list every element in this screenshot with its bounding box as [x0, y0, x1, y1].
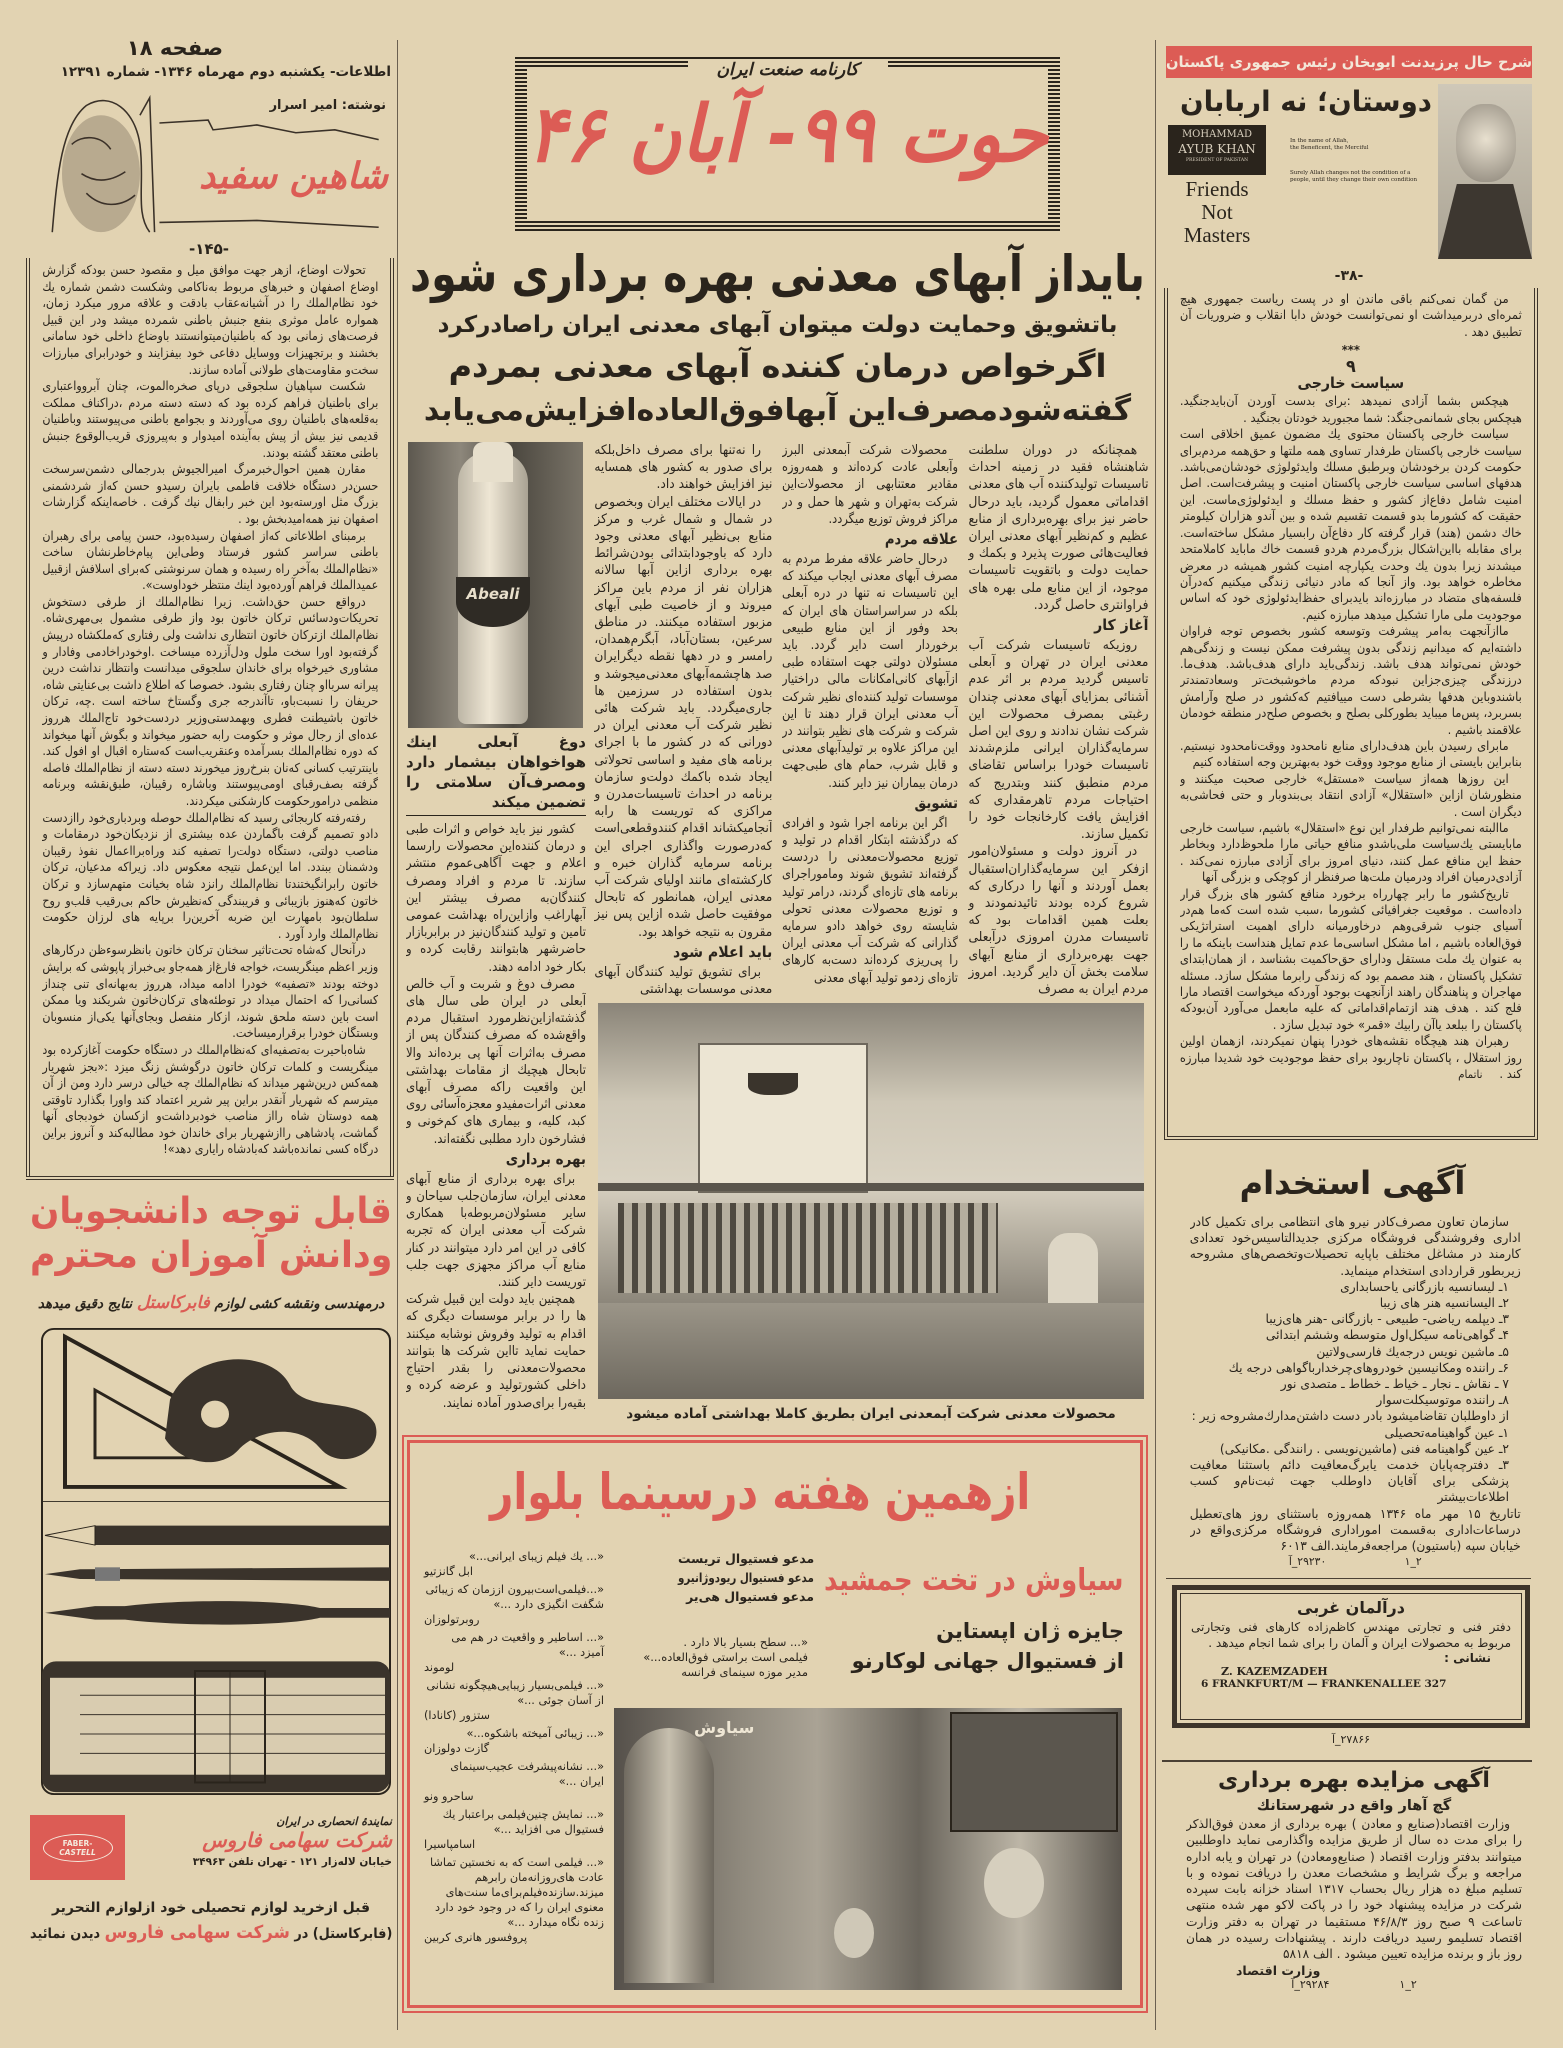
ad-footer: [30, 1896, 392, 1920]
address-line-box: [1191, 1678, 1511, 1690]
paragraph-text: رهبران هند هیچگاه نقشه‌های خودرا پنهان نمیکردند، ازهمان اولین روز استقلال ، پاکستان ناچاربود برای حفظ موجودیت خود شدیدا مبارزه کند .: [1180, 1034, 1522, 1082]
intro-paragraph: من گمان نمی‌کنم باقی ماندن او در پست ریاست جمهوری هیچ ثمره‌ای دربرمیداشت او نمی‌توانست خودش دابا انقلاب و ضروریات آن تطبیق دهد .: [1180, 292, 1522, 339]
bottle-label: Abeali: [466, 585, 520, 603]
quote-text: «...فیلمی‌است‌بیرون اززمان که زیبائی شگفت انگیزی دارد ...»: [425, 1583, 604, 1611]
paragraph: برمبنای اطلاعاتی که‌از اصفهان رسیده‌بود، حسن پیامی برای رهبران باطنی سراسر کشور فرستاد وطی‌این پیام‌خاطرنشان ساخت «نظام‌الملك به‌آخر راه رسیده و همان سرنوشتی که‌برای اسلافش ازقبیل عمیدالملك فراهم آورده‌بود اینك منتظر خوداوست».: [42, 527, 378, 593]
drafting-tools-illustration: [40, 1327, 392, 1797]
feature-kicker-box: [688, 60, 888, 80]
job-ad-body: [1190, 1214, 1521, 1570]
company-name: شرکت سهامی فاروس: [202, 1828, 392, 1852]
ad-run-code: ۲_۱: [1404, 1555, 1422, 1569]
subheadline: گفته‌شودمصرف‌این آبهافوق‌العاده‌افزایش‌می‌یابد: [423, 393, 1132, 428]
festival-item: مدعو فستیوال ریودوژانیرو: [678, 1570, 814, 1585]
quote-line-box: [636, 1635, 808, 1650]
ayub-khan-portrait: [1438, 84, 1532, 259]
job-ad: [1170, 1160, 1535, 1575]
paragraph: اگر این برنامه اجرا شود و افرادی که درگذشته ابتکار اقدام در تولید و توزیع محصولات‌معدنی را دردست گرفته‌اند تشویق شوند وماموراجرای برنامه های تازه‌ای گردند، درامر تولید و توزیع محصولات معدنی تحولی شایسته روی خواهد دادو سرمایه گذارانی که شرکت آب معدنی ایران را پی‌ریزی کرده‌اند دست‌به کارهای تازه‌ای زدمو تولید آبهای معدنی: [782, 815, 958, 986]
subheadline-box: [410, 345, 1145, 387]
main-headline-box: [410, 244, 1145, 304]
faber-castell-logo: [30, 1815, 125, 1880]
serial-column: [26, 258, 394, 1176]
serial-illustration: [38, 86, 390, 238]
position-item: ۳ـ دیپلمه ریاضی- طبیعی - بازرگانی -هنر های‌زیبا: [1265, 1311, 1510, 1327]
page-number-box: [120, 36, 230, 60]
auction-ad: [1172, 1766, 1530, 2011]
address-line: Z. KAZEMZADEH: [1221, 1665, 1328, 1678]
position-item: ۶ـ راننده ومکانیسین خودروهای‌چرخداربا‌گواهی درجه یك: [1229, 1359, 1510, 1375]
to-be-continued: ناتمام: [1458, 1068, 1483, 1082]
paragraph: شکست سپاهیان سلجوقی درپای صخره‌الموت، چنان آبروواعتباری برای باطنیان فراهم کرده بود که دسته دسته مردم ،دراکناف مملکت به‌قلعه‌های باطنیان روی می‌آوردند و بجوامع باطنی می‌پیوستند وباطنیان قدیمی نیز بیش از پیش به‌آینده امیدوار و به‌پیروزی قریب‌الوقوع جنبش باطنی معتقد گشته بودند.: [42, 378, 378, 460]
subheadline-box: [410, 309, 1145, 341]
cinema-ad: [407, 1440, 1143, 2008]
paragraph: همچنانکه در دوران سلطنت شاهنشاه فقید در زمینه احداث تاسیسات تولیدکننده آب های معدنی اقداماتی معمول گردید، باید درحال حاضر نیز برای بهره‌برداری از منابع عظیم و کم‌نظیر آبهای معدنی ایران فعالیت‌هائی صورت پذیرد و بکمك و حمایت دولت و باتقویت تاسیسات موجود، از این منابع ملی بهره های فراوانتری حاصل گردد.: [968, 443, 1148, 613]
ayub-khan-banner: شرح حال پرزیدنت ایوبخان رئیس جمهوری پاکستان: [1165, 53, 1532, 71]
auction-body: وزارت اقتصاد(صنایع و معادن ) بهره برداری از معدن فوق‌الذکر را برای مدت ده سال از طریق مزایده واگذارمی نماید داوطلبین میتوانند بدفتر وزارت اقتصاد ( صنایع‌ومعادن) در تهران و یابه اداره مراجعه و برگ شرایط و مشخصات معدن را دریافت نموده و با تسلیم مبلغ ده هزار ریال بحساب ۱۳۱۷ اسناد خزانه بابت سپرده شرکت در مزایده پیشنهاد خود را در پاکت لاکو مهر شده منتهی تاساعت ۹ صبح روز ۴۶/۸/۳ مستقیما در تهران به دفتر وزارت اقتصاد تسلیمو رسید دریافت دارند . پیشنهادات رسیده در همان روز باز و برنده مزایده تعیین میشود . الف ۵۸۱۸: [1186, 1817, 1522, 1962]
quote-text: «... فیلمی است که به نخستین تماشا عادت های‌روزانه‌مان رابرهم میزند.سازنده‌فیلم‌برای‌ما سنت‌های معنوی ایران را که در وجود خود دارد زنده نگاه میدارد ...»: [429, 1856, 604, 1929]
paragraph: را نه‌تنها برای مصرف داخل‌بلکه برای صدور به کشور های همسایه نیز افزایش خواهند داد.: [594, 443, 772, 493]
pen-icon: [45, 1567, 390, 1581]
section-heading: علاقه مردم: [884, 530, 958, 549]
book-title: Friends Not Masters: [1183, 177, 1251, 247]
company-address-box: [135, 1856, 392, 1868]
section-heading: باید اعلام شود: [672, 942, 772, 961]
quotes-column: [424, 1549, 604, 2001]
company-name-box: [135, 1828, 392, 1852]
award-text-box: [824, 1617, 1124, 1645]
auction-subtitle-box: [1186, 1796, 1522, 1816]
poster-text: سیاوش: [694, 1718, 755, 1737]
paragraph: تاریخ‌کشور ما رابر چهارراه برخورد منافع کشور های بزرگ قرار داده‌است . موقعیت جغرافیائی کشورما ،سبب شده است که‌ما هم‌در آسیای جنوب شرقی‌وهم درخاورمیانه دارای اهمیت استراتژیکی فوق‌العاده باشیم ، اما مشکل اساسی‌ما عدم تمایل هنداست باینکه ما را به عنوان یك ملت مستقل ودارای حق‌حاکمیت بشناسد ، از همان‌ابتدای تشکیل پاکستان ، هند مصمم بود که زندگی رابرما مشکل سازد. مسئله مهاجران و پناهندگان راهند ازآنجهت بوجود آوردکه میخواست اقتصاد مارا فلج کند . هدف هند ازتمام‌اقداماتی که علیه مابعمل می‌آورد آن‌بودکه پاکستان را ببلعد یاآن رابیك «قمر» خود تبدیل سازد .: [1180, 886, 1522, 1032]
document-item: ۲ـ عین گواهینامه فنی (ماشین‌نویسی . رانندگی .مکانیکی): [1220, 1440, 1510, 1456]
company-address: خیابان لاله‌زار ۱۲۱ - تهران تلفن ۳۴۹۶۳: [192, 1856, 392, 1868]
paragraph: سیاست خارجی پاکستان محتوی یك مضمون عمیق اخلاقی است سیاست خارجی پاکستان طرفدار تساوی همه ملتها و حق‌همه مردم‌برای حکومت کردن برخودشان وبرطبق مسلك وایدئولوژی خودشان‌می‌باشد. هدفهای اساسی سیاست خارجی پاکستان امنیت و پیشرفت‌است. اصل امنیت شامل دفاع‌از کشور و حفظ مسلك و ایدئولوژی‌ماست. این حقیقت که کشورما بدو قسمت تقسیم شده و بین آندو هزاران کیلومتر خاك دشمن (هند) قرار گرفته کار دفاع‌آن رابسیار مشکل ساخته‌است. برای مقابله بااین‌اشکال بزرگ‌مردم هردو قسمت خاك مابايد کاملامتحد میشدند زیرا بدون یك وحدت یکپارچه امنیت کشور همیشه در معرض مخاطره خواهد بود. واز آنجا که مادر دنیائی زندگی میکنیم که‌درآن فلسفه‌های متضاد در مبارزه‌اند بایدبرای حفظ‌ایدئولوژی خود که اساس موجودیت ملی مارا تشکیل میدهد مبارزه کنیم.: [1180, 427, 1522, 622]
subheadline-box: [410, 390, 1145, 432]
germany-ad-title: درآلمان غربی: [1297, 1598, 1405, 1617]
serial-title-box: [168, 156, 388, 197]
paragraph: مابرای رسیدن باین هدف‌دارای منابع نامحدود ووقت‌نامحدود نیستیم. بنابراین بایستی از منابع موجود ووقت خود به‌بهترین وجه استفاده کنیم: [1180, 738, 1522, 770]
paragraph: مقارن همین احوال‌خبرمرگ امیرالجیوش بدرجمالی دشمن‌سرسخت حسن‌در دستگاه خلافت فاطمی بایران رسیدو حسن که‌از شردشمنی بزرگ مثل اورسته‌بود این خبر رابفال نیك گرفت . خاصه‌اینکه گزارشات اصفهان نیز همه‌امیدبخش بود .: [42, 461, 378, 526]
quote-line-box: [636, 1650, 808, 1665]
book-cover-label: [1168, 125, 1266, 175]
chapter-title: سیاست خارجی: [1297, 374, 1405, 393]
ad-company-row: [30, 1815, 392, 1880]
cinema-headline: ازهمین هفته درسینما بلوار: [489, 1463, 1030, 1521]
paragraph: همچنین باید دولت این قبیل شرکت ها را در برابر موسسات دیگری که اقدام به تولید وفروش نوشابه میکنند حمایت نماید تااین شرکت ها بتوانند محصولات‌معدنی را بقدر احتیاج داخلی کشورتولید و عرضه کرده و بقیه‌را برای‌صدور آماده نمایند.: [406, 1292, 586, 1411]
paragraph: مصرف دوغ و شربت و آب خالص آبعلی در ایران طی سال های گذشته‌ازاین‌نظرمورد استقبال مردم واقع‌شده که مصرف کنندگان پس از مصرف به‌اثرات آنها پی برده‌اند والا تابحال هیچیك از مقامات بهداشتی این واقعیت راکه مصرف آبهای معدنی اثرات‌مفیدو معجزه‌آسائی روی کبد، کلیه، و بیماری های کم‌خونی و فشارخون دارد مطلبی نگفته‌اند.: [406, 976, 586, 1147]
ad-headline: قابل توجه دانشجویان: [30, 1191, 392, 1232]
serial-title: شاهین سفید: [198, 156, 388, 197]
ad-footer: [30, 1920, 392, 1947]
logo-text: FABER-: [62, 1838, 93, 1848]
quote-source: ساحرو ونو: [424, 1790, 474, 1803]
documents-intro: از داوطلبان تقاضامیشود بادر دست داشتن‌مدارك‌مشروحه زیر :: [1191, 1408, 1510, 1424]
factory-photo: [598, 1003, 1144, 1399]
page-number: صفحه ۱۸: [126, 36, 224, 60]
quote-line: فیلمی است براستی فوق‌العاده...»: [643, 1650, 808, 1664]
series-title: دوستان؛ نه اربابان: [1179, 85, 1432, 118]
critic-quote: [636, 1635, 808, 1680]
book-author: AYUB KHAN: [1178, 142, 1256, 156]
quote-text: «... نشانه‌پیشرفت عجیب‌سینمای ایران ...»: [450, 1760, 604, 1788]
serial-author: نوشته: امیر اسرار: [269, 98, 386, 113]
paragraph: این روزها همه‌از سیاست «مستقل» خارجی صحبت میکنند و منظورشان ازاین «استقلال» آزادی انتقاد بی‌بندوبار و حتی فحاشی‌به دیگران است .: [1180, 771, 1522, 819]
paragraph: برای تشویق تولید کنندگان آبهای معدنی موسسات بهداشتی: [594, 964, 772, 998]
festival-item: مدعو فستیوال تریست: [677, 1551, 814, 1566]
quote-source: روبرتولوزان: [424, 1613, 480, 1626]
quote-source: ابل گانزتیو: [424, 1565, 474, 1578]
serial-episode: -۱۴۵-: [189, 240, 229, 258]
feature-title-box: [515, 56, 1060, 231]
dedication-line: In the name of Allah,: [1290, 138, 1349, 144]
quote-source: لوموند: [424, 1661, 455, 1674]
footer-text: دیدن نمائید: [29, 1926, 100, 1942]
dateline-box: [36, 64, 391, 80]
serial-body-box: [42, 262, 378, 1170]
ad-ref-code: ۲۹۲۳۰_آ: [1289, 1555, 1327, 1569]
paragraph: درواقع حسن حق‌داشت. زیرا نظام‌الملك از طرفی دستخوش تحریکات‌ودسائس ترکان خاتون بود واز طرفی مشمول بی‌مهری‌شاه. نظام‌الملك ازترکان خاتون انتظاری نداشت ولی رفتاری که‌ملکشاه درپیش گرفته‌بود اورا سخت ملول ودل‌آزرده میساخت .اوخودراخادمی وفادار و مشاوری خیرخواه برای خاندان سلجوقی میدانست وانتظار نداشت درین پیرانه سربااو چنان رفتاری بشود. خصوصا که اطلاع داشت بی‌عنایتی شاه، حریفان را نسبت‌باو، تاآندرجه جری وگستاخ ساخته است .چه، ترکان خاتون باشیطنت فطری وبهمدستی‌وزیر دردست‌خود تاج‌الملك هرروز عده‌ای از رجال موثر و حکومت رابه حضور میخواند و بگوش آنها میخواند که دوره نظام‌الملك بسرآمده وعنقریب‌است که‌ستاره اقبال او افول کند. باینترتیب کسانی که‌نان بنرخ‌روز میخورند دسته دسته از نظام‌الملك فاصله گرفته بصف‌رقبای اومی‌پیوستند وباشاره رقیبان، طبق‌نقشه وبرنامه منظمی درامورحکومت کارشکنی میکردند.: [42, 593, 378, 808]
paragraph: هیچکس بشما آزادی نمیدهد :برای بدست آوردن آن‌بایدجنگید. هیچکس بجای شمانمی‌جنگد: شما مجبورید خودتان بجنگید .: [1180, 394, 1522, 425]
paragraph: برای بهره برداری از منابع آبهای معدنی ایران، سازمان‌جلب سیاحان و سایر مسئولان‌مربوطه‌با همکاری شرکت آب معدنی ایران که تجربه کافی در این امر دارد میتوانند در کنار منابع آب مراکز مجهزی جهت جلب توریست دایر کنند.: [406, 1171, 586, 1291]
paragraph: در آنروز دولت و مسئولان‌امور ازفکر این سرمایه‌گذاران‌استقبال بعمل آوردند و آنها را درکاری که شروع کرده بودند تائیدنمودند و بعلت همین اقدامات بود که تاسیسات مدرن امروزی درآبعلی جهت بهره‌برداری از منابع آبهای سلامت بخش آن دایر گردید. امروز مردم ایران به مصرف: [968, 844, 1148, 998]
film-title-box: [824, 1561, 1124, 1601]
paragraph: [1180, 1033, 1522, 1083]
quote-text: «... اساطیر و واقعیت در هم می آمیزد ...»: [451, 1631, 604, 1659]
quote-text: «... زیبائی آمیخته باشکوه...»: [466, 1727, 604, 1740]
book-dedication: [1290, 138, 1430, 184]
tagline-brand: فابرکاستل: [136, 1293, 210, 1313]
column-4-stack: [406, 732, 586, 1412]
article-column-2: [782, 442, 958, 998]
paragraph: درآنحال که‌شاه تحت‌تاثیر سخنان ترکان خاتون بانظرسوءظن درکارهای وزیر اعظم مینگریست، خواجه فارغ‌از همه‌جاو بی‌خبراز پاپوشی که برایش دوخته بودند «تصفیه» خودرا ادامه میداد، هرروز به‌بهانه‌ای تنی چنداز کسانی‌را که احتمال میداد در توطئه‌های ترکان‌خاتون شریکند ویا ممکن است باین دسته ملحق شوند، ازکار منفصل وبجای‌آنها یکی‌از منسوبان وبستگان خودرا برقرارمیساخت.: [42, 942, 378, 1041]
position-item: ۱ـ لیسانسیه بازرگانی یاحسابداری: [1340, 1278, 1510, 1294]
book-quote: Surely Allah changes not the condition of a people, until they change their own condition: [1290, 170, 1417, 183]
quote-source: ستزور (کانادا): [424, 1709, 490, 1722]
ad-tagline: [30, 1292, 392, 1315]
job-ad-intro: سازمان تعاون مصرف‌کادر نیرو های انتظامی برای تکمیل کادر اداری وفروشندگی فروشگاه مرکزی جدیدالتاسیس‌خود تعدادی کارمند در مشاغل مختلف باپایه تحصیلات‌وتخصص‌های مشروحه زیربطور قراردادی استخدام مینماید.: [1190, 1214, 1521, 1278]
ad-headline-box: [30, 1190, 392, 1234]
paragraph: در ایالات مختلف ایران وبخصوص در شمال و شمال غرب و مرکز منابع بی‌نظیر آبهای معدنی وجود دارد که باوجودابتدائی بودن‌شرائط بهره برداری ازاین آبها سالانه هزاران نفر از مردم باین مراکز میروند و از خاصیت طبی آبهای مزبور استفاده میکنند. در مناطق سرعین، بستان‌آباد، آبگرم‌همدان، رامسر و در دهها نقطه دیگرایران صد هاچشمه‌آبهای معدنی‌میجوشد و بدون استفاده در سرزمین ها جاری‌میگردد. باید شرکت هائی نظیر شرکت آب معدنی ایران در دورانی که در کشور ما با اجرای برنامه های مفید و اساسی تحولاتی ایجاد شده باکمك دولت‌و سازمان برنامه در احداث تاسیسات‌مدرن و مراکزی که توریست ها رابه آنجامیکشاند اقدام کنندوقطعی‌است که‌درصورت واگذاری اجرای این برنامه سرمایه گذاران خبره و کارکشته‌ای مانند اولیای شرکت آب معدنی ایران، همانطور که تابحال موفقیت حاصل شده ازاین پس نیز مقرون به نتیجه خواهد بود.: [594, 494, 772, 940]
position-item: ۵ـ ماشین نویس درجه‌یك فارسی‌ولاتین: [1316, 1343, 1510, 1359]
series-episode: -۳۸-: [1334, 268, 1364, 284]
festival-item: مدعو فستیوال هی‌یر: [686, 1589, 814, 1604]
germany-office-ad: [1172, 1585, 1530, 1728]
position-item: ۸ـ راننده موتوسیکلت‌سوار: [1376, 1392, 1510, 1408]
germany-ad-body: دفتر فنی و تجارتی مهندس کاظم‌زاده کارهای فنی وتجارتی مربوط به محصولات ایران و آلمان را برای شما انجام میدهد .: [1191, 1620, 1511, 1650]
article-column-4: [406, 821, 586, 1412]
auction-title: آگهی مزایده بهره برداری: [1218, 1768, 1490, 1793]
rep-label-box: [135, 1815, 392, 1828]
dateline: اطلاعات- یکشنبه دوم مهرماه ۱۳۴۶- شماره ۱۲۳۹۱: [60, 64, 391, 80]
french-curve-icon: [165, 1359, 376, 1462]
quote-text: «... فیلمی‌بسیار زیبایی‌هیچگونه نشانی از آسان جوئی ...»: [426, 1679, 604, 1707]
auction-body-box: [1186, 1816, 1522, 2009]
serial-body: [42, 262, 378, 1158]
quote-source: گازت دولوزان: [424, 1742, 490, 1755]
award-text: از فستیوال جهانی لوکارنو: [851, 1649, 1124, 1673]
pencil-icon: [45, 1526, 390, 1545]
separator-stars: ***: [1341, 343, 1361, 358]
festival-item-box: [678, 1568, 814, 1587]
series-title-box: [1180, 82, 1432, 122]
award-text-box: [824, 1647, 1124, 1675]
document-item: ۱ـ عین گواهینامه‌تحصیلی: [1384, 1424, 1510, 1440]
paragraph: ماازآنجهت به‌امر پیشرفت وتوسعه کشور بخصوص توجه فراوان داشته‌ایم که میدانیم زندگی بدون پیشرفت ممکن نیست و زندگی‌هم خودش نمی‌تواند هدف باشد. زندگی‌باید دارای هدف‌باشد. هدف‌ما. درزندگی چیزی‌جزاین نبودکه مردم ماخوشبخت‌تر وسعادتمندتر باشندوباین هدفها بشرطی دست میيافتیم که‌کشور در صلح وآرامش بسربرد، پس‌ما میباید بطورکلی بصلح و بخصوص صلح‌در منطقه خودمان علاقمند باشیم .: [1180, 624, 1522, 737]
award-text: جایزه ژان اپستاین: [936, 1619, 1124, 1643]
ad-ref-code: ۲۷۸۶۶_آ: [1331, 1733, 1371, 1746]
quote-source-box: [636, 1665, 808, 1680]
auction-title-box: [1186, 1766, 1522, 1796]
tagline-text: درمهندسی ونقشه کشی لوازم: [214, 1296, 385, 1312]
paragraph: محصولات شرکت آبمعدنی البرز وآبعلی عادت کرده‌اند و همه‌روزه مقادیر معتنابهی از محصولات‌این شرکت به‌تهران و شهر ها حمل و در مراکز فروش توزیع میگردد.: [782, 443, 958, 527]
auction-subtitle: گچ آهار واقع در شهرستانك: [1256, 1798, 1452, 1814]
ayub-khan-banner-box: [1166, 46, 1532, 78]
address-line: 6 FRANKFURT/M — FRANKENALLEE 327: [1201, 1678, 1447, 1690]
series-body-box: [1180, 291, 1522, 1129]
article-column-1: [968, 442, 1148, 998]
paragraph: شاه‌باحیرت به‌تصفیه‌ای که‌نظام‌الملك در دستگاه حکومت آغازکرده بود مینگریست و کلمات ترکان خاتون درگوشش زنگ میزد :«بجز شهریار همه‌کس درین‌شهر میداند که نظام‌الملك چه خیالی درسر دارد ومن از آن میترسم که شهریار آنقدر براین پیر شریر اعتماد کند واورا بگذارد تاوقتی همه دوستان شاه رااز مناصب خودبرداشت‌و ازکسان خودبجای آنها گماشت، پادشاهی رااز‌شهریار برای خاندان خود مطالبه‌کند و آنروز براین درگاه کسی نمانده‌باشد که‌بادشاه رایاری دهد»!: [42, 1041, 378, 1157]
festival-item-box: [678, 1549, 814, 1568]
article-column-3: [594, 442, 772, 998]
section-heading: تشویق: [914, 793, 958, 812]
job-ad-closing: تاتاریخ ۱۵ مهر ماه ۱۳۴۶ همه‌روزه باستثنای روز های‌تعطیل درساعات‌اداری به‌قسمت اموراداری فروشگاه مرکزی‌واقع در خیابان سپه (باستیون) مراجعه‌فرمایند.الف ۶۰۱۳: [1190, 1505, 1521, 1554]
footer-company: شرکت سهامی فاروس: [104, 1922, 290, 1943]
rep-label: نمایندهٔ انحصاری در ایران: [276, 1815, 392, 1828]
cinema-headline-box: [490, 1459, 1030, 1525]
footer-line: [30, 1920, 392, 1947]
section-heading: آغاز کار: [1093, 616, 1148, 635]
festival-list: [678, 1549, 814, 1606]
position-item: ۷ ـ نقاش ـ نجار ـ خیاط ـ خطاط ـ متصدی نور: [1281, 1376, 1510, 1392]
tagline: [38, 1292, 384, 1315]
main-headline: بایداز آبهای معدنی بهره برداری شود: [410, 245, 1145, 303]
position-item: ۴ـ گواهی‌نامه سیکل‌اول متوسطه وششم ابتدائی: [1266, 1327, 1510, 1343]
feature-title-text-box: [527, 80, 1048, 190]
festival-item-box: [678, 1587, 814, 1606]
ad-headline-box: [30, 1234, 392, 1278]
quote-line: «... سطح بسیار بالا دارد .: [683, 1635, 808, 1649]
subheadline: اگرخواص درمان کننده آبهای معدنی بمردم: [448, 347, 1107, 385]
feature-kicker: کارنامه صنعت ایران: [716, 60, 859, 80]
job-ad-title: آگهی استخدام: [1239, 1164, 1466, 1202]
bottle-caption: دوغ آبعلی اینك هواخواهان بیشمار دارد ومصرف‌آن سلامتی را تضمین میکند: [406, 732, 586, 816]
ad-headline: ودانش آموزان محترم: [29, 1235, 392, 1276]
quote-text: «... یك فیلم زیبای ایرانی...»: [469, 1550, 604, 1563]
footer-text: قبل ازخرید لوازم تحصیلی خود ازلوازم التحریر: [51, 1900, 371, 1916]
book-author: MOHAMMAD: [1181, 129, 1253, 140]
address-label: نشانی :: [1444, 1651, 1491, 1665]
auction-signature: وزارت اقتصاد: [1236, 1962, 1321, 1978]
film-title: سیاوش در تخت جمشید: [824, 1563, 1124, 1598]
ad-run-code: ۲_۱: [1399, 1977, 1417, 1991]
series-column: [1164, 288, 1538, 1140]
chapter-number: ۹: [1346, 356, 1356, 377]
film-stills-collage: [614, 1708, 1122, 1990]
book-author-title: PRESIDENT OF PAKISTAN: [1185, 158, 1249, 163]
slide-rule-icon: [42, 1661, 390, 1792]
paragraph: رفته‌رفته کاربجائی رسید که نظام‌الملك حوصله وبردباری‌خود رااز‌دست دادو تصمیم گرفت باگماردن عده بیشتری از نزدیکان‌خود درمقامات و مناصب دولتی، دستگاه دولت‌را تصفیه کند وراه‌برا‌اعمال نفوذ رقیبان ودشمنان ببندد. اما این‌عمل نتیجه معکوس داد. زیراکه مدعیان، ترکان خاتون رابرانگیختند‌تا نظام‌الملك رانزد شاه بخیانت متهم‌سازد و ترکان خاتون که‌هنوز بازیبائی و فریبندگی که‌نظیرش حاکم بی‌رقیب قلب‌و روح سلطان‌بود بامهارت این ضربه آخرین‌را برپایه های لرزان حکومت نظام‌الملك وارد آورد .: [42, 809, 378, 941]
job-ad-body-box: [1190, 1214, 1521, 1572]
position-item: ۲ـ الیسانسیه هنر های زیبا: [1379, 1295, 1510, 1311]
dedication-line: the Beneficent, the Merciful: [1290, 145, 1369, 151]
quote-source: مدیر موزه سینمای فرانسه: [681, 1665, 808, 1679]
paragraph: ماالبته نمی‌توانیم طرفدار این نوع «استقلال» باشیم، سیاست خارجی مابایستی یك‌سیاست ملی‌باشدو منافع حیاتی مارا ملحوظ‌دارد وبخاطر حفظ این منافع عمل کنند، دنیای امروز برای آزادی مبارزه نمی‌کند . آزادی‌درمیان افراد ودرمیان ملت‌ها صرفنظر از کوچکی و بزرگی آنها: [1180, 821, 1522, 885]
faber-castell-ad: [30, 1190, 392, 2040]
tagline-text: نتایج دقیق میدهد: [37, 1296, 133, 1312]
paragraph: روزیکه تاسیسات شرکت آب معدنی ایران در تهران و آبعلی تاسیس گردید مردم بر اثر عدم آشنائی بمزایای آبهای معدنی چندان رغبتی بمصرف محصولات این شرکت نشان ندادند و روی این اصل سرمایه‌گذاران ایرانی ملزم‌شدند تاسیسات خودرا براساس تقاضای مردم منطبق کنند وبتدریج که احتیاجات مردم تاهرمقداری که افزایش یافت کارخانجات خود را تکمیل سازند.: [968, 638, 1148, 843]
paragraph: تحولات اوضاع، ازهر جهت موافق میل و مقصود حسن بودکه گزارش اوضاع اصفهان و خبرهای مربوط به‌ناکامی وشکست دشمن شماره یك خود نظام‌الملك را در آشیانه‌عقاب بادقت و علاقه مرور میکرد زمان، همواره عامل موثری بنفع جنبش باطنی شمرده میشد ودر این قبیل فرصت‌های زمانی بود که باطنیان‌میتوانستند باوضاع داخلی خود سامانی بخشند و برتجهیزات ووسایل دفاعی خود بیفزایند و خودرابرای مبارزات سخت‌و مقاومت‌های طولانی آماده سازند.: [42, 262, 378, 377]
subheadline: باتشویق وحمایت دولت میتوان آبهای معدنی ایران راصادرکرد: [437, 312, 1118, 338]
paragraph: درحال حاضر علاقه مفرط مردم به مصرف آبهای معدنی ایجاب میکند که این تاسیسات نه تنها در دره آبعلی بلکه در سراسراستان های ایران که بحد وفور از این منابع طبیعی برخوردار است دایر گردد. باید مسئولان دولتی جهت استفاده طبی ازآبهای کانی‌امکانات مالی دراختیار موسسات تولید کننده‌ای نظیر شرکت آب معدنی ایران قرار دهند تا این شرکت و شرکت های نظیر بتوانند در این مراکز علاوه بر تولیدآبهای معدنی و قابل شرب، حمام های طبی‌جهت درمان بیماران نیز دایر کنند.: [782, 552, 958, 791]
quote-text: «... نمایش چنین‌فیلمی براعتبار یك فستیوال می افزاید ...»: [442, 1808, 604, 1836]
document-item: ۳ـ دفترچه‌پایان خدمت یابرگ‌معافیت دائم باستثنا معافیت پزشکی برای آقایان داوطلب جهت ثبت‌نام‌و کسب اطلاعات‌بیشتر: [1190, 1457, 1510, 1505]
ad-ref-code: ۲۹۲۸۴_آ: [1291, 1977, 1330, 1991]
ink-pen-icon: [45, 1601, 390, 1624]
paragraph: کشور نیز باید خواص و اثرات طبی و درمان کننده‌این محصولات رارسما اعلام و جهت آگاهی‌عموم منتشر سازند. تا مردم و افراد ومصرف کنندگان‌به مصرف بیشتر این آبهاراغب وازاین‌راه بهداشت عمومی تامین و تولید کنندگان‌نیز در برابربازار حاضرشهر هابتوانند رقابت کرده و بکار خود ادامه دهند.: [406, 822, 586, 975]
bottle-photo: [408, 442, 583, 728]
photo-caption-box: [598, 1406, 1144, 1422]
quote-source: اسامپاسیرا: [424, 1838, 476, 1851]
logo-text: CASTELL: [59, 1847, 96, 1857]
serial-author-box: [186, 98, 386, 113]
feature-title: حوت ۹۹- آبان ۴۶: [527, 90, 1048, 180]
photo-caption: محصولات معدنی شرکت آبمعدنی ایران بطریق کاملا بهداشتی آماده میشود: [626, 1406, 1116, 1422]
quote-source: پروفسور هانری کربین: [424, 1931, 528, 1944]
section-heading: بهره برداری: [505, 1149, 586, 1168]
series-body: [1180, 291, 1522, 1084]
footer-text: (فابرکاستل) در: [293, 1926, 392, 1942]
